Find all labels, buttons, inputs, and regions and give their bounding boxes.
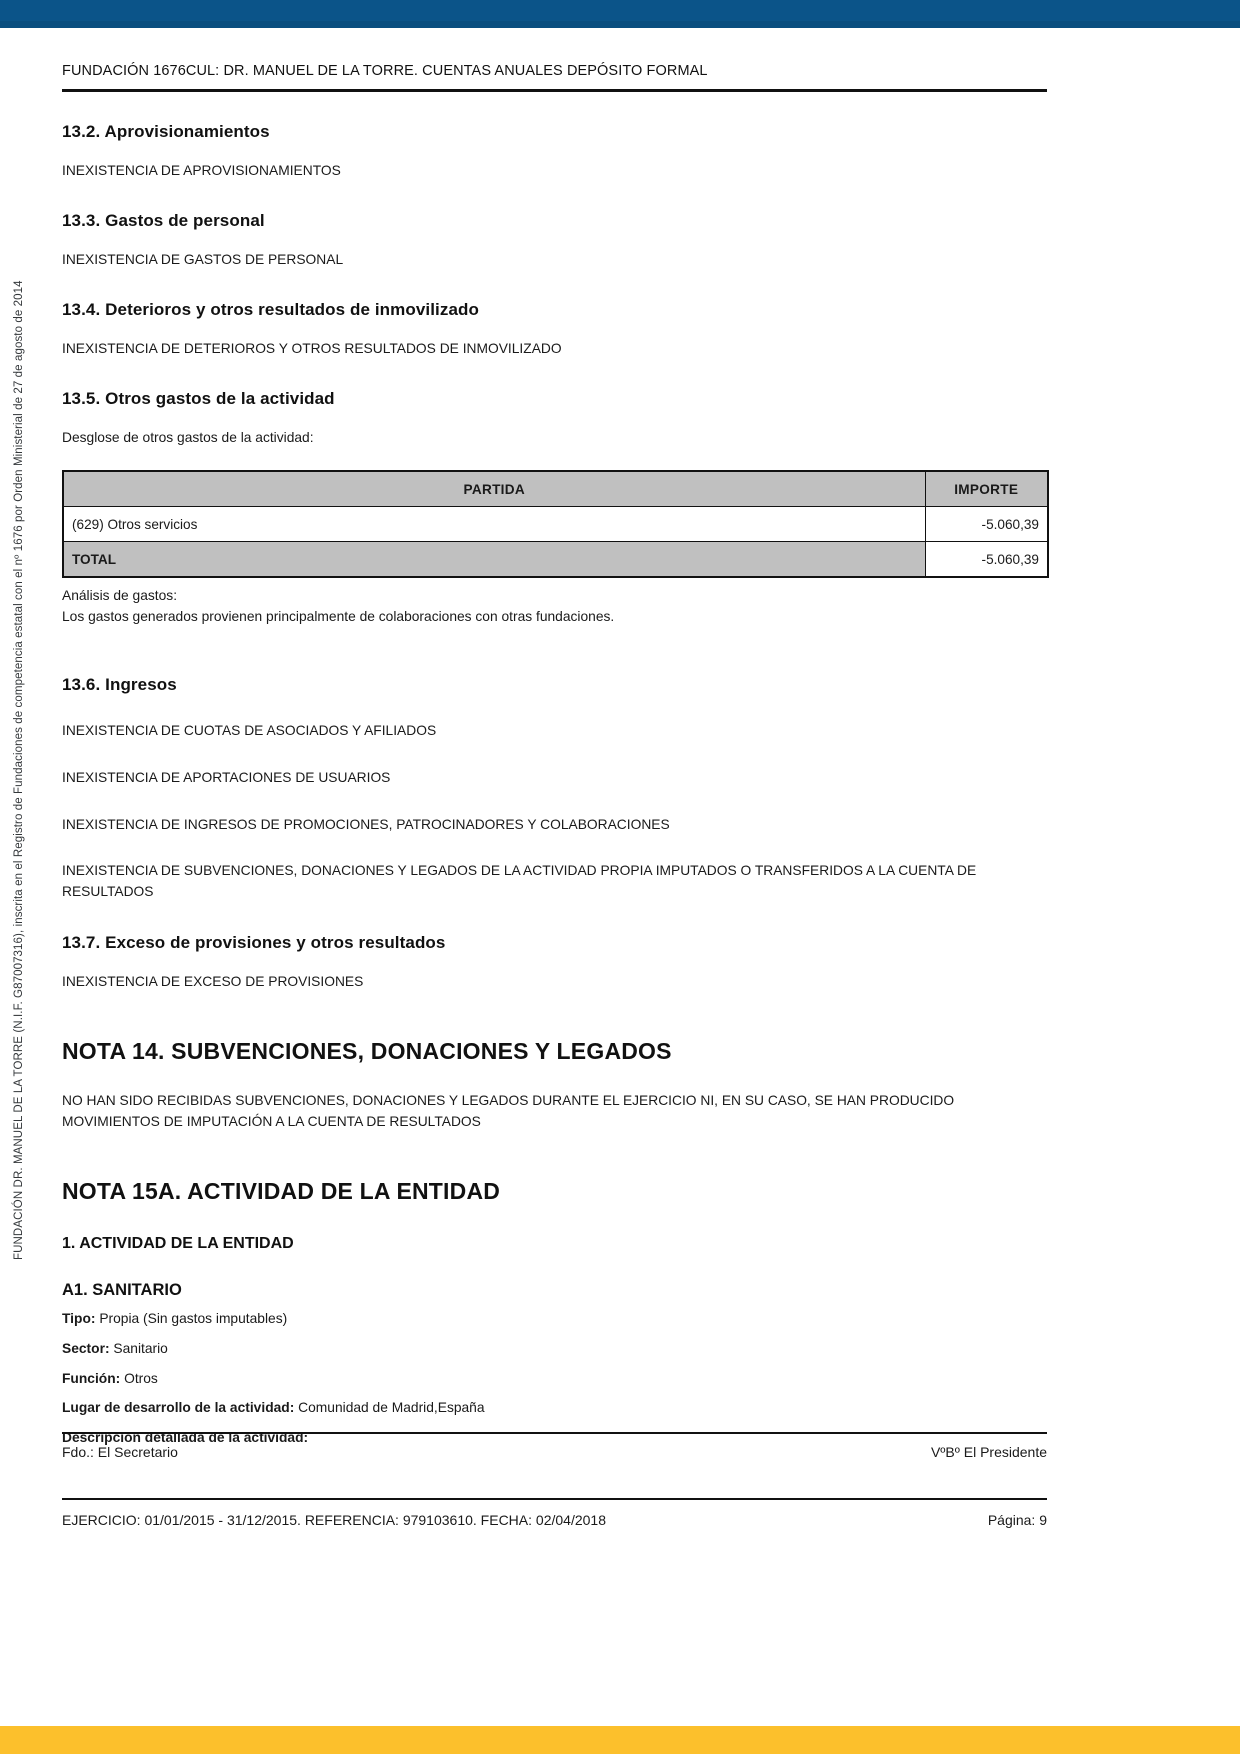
document-header-title: FUNDACIÓN 1676CUL: DR. MANUEL DE LA TORRE. CUENTAS ANUALES DEPÓSITO FORMAL <box>62 63 708 79</box>
section-body-13-6-b: INEXISTENCIA DE APORTACIONES DE USUARIOS <box>62 770 391 786</box>
section-heading-13-4: 13.4. Deterioros y otros resultados de inmovilizado <box>62 300 479 319</box>
section-heading-13-2: 13.2. Aprovisionamientos <box>62 122 270 141</box>
section-intro-13-5: Desglose de otros gastos de la actividad: <box>62 430 314 445</box>
value-lugar: Comunidad de Madrid,España <box>298 1400 485 1416</box>
section-body-13-7: INEXISTENCIA DE EXCESO DE PROVISIONES <box>62 973 364 989</box>
header-rule <box>62 89 1047 92</box>
label-funcion: Función: <box>62 1370 121 1386</box>
label-lugar: Lugar de desarrollo de la actividad: <box>62 1400 295 1416</box>
nota-15a-heading: NOTA 15A. ACTIVIDAD DE LA ENTIDAD <box>62 1178 501 1205</box>
activity-field-lugar <box>62 1398 1047 1419</box>
footer-page-number: Página: 9 <box>987 1512 1047 1528</box>
cell-total-importe: -5.060,39 <box>925 542 1048 578</box>
bottom-gold-band <box>0 1726 1240 1754</box>
nota-14-heading: NOTA 14. SUBVENCIONES, DONACIONES Y LEGADOS <box>62 1037 672 1064</box>
section-heading-13-6: 13.6. Ingresos <box>62 675 177 695</box>
signature-row <box>62 1444 1047 1460</box>
table-total-row <box>63 542 1048 578</box>
footer-rule <box>62 1498 1047 1500</box>
signature-rule <box>62 1432 1047 1434</box>
analysis-label: Análisis de gastos: <box>62 588 178 603</box>
table-header <box>63 471 1048 507</box>
section-body-13-4: INEXISTENCIA DE DETERIOROS Y OTROS RESULTADOS DE INMOVILIZADO <box>62 341 562 356</box>
section-body-13-6-a: INEXISTENCIA DE CUOTAS DE ASOCIADOS Y AFILIADOS <box>62 723 437 739</box>
value-funcion: Otros <box>124 1370 158 1386</box>
label-sector: Sector: <box>62 1340 110 1356</box>
vertical-registry-legend: FUNDACIÓN DR. MANUEL DE LA TORRE (N.I.F. G87007316), inscrita en el Registro de Fundaciones de competencia estatal con el nº 1676 por Orden Ministerial de 27 de agosto de 2014 <box>13 280 25 1260</box>
cell-total-label: TOTAL <box>63 542 925 578</box>
section-heading-13-7: 13.7. Exceso de provisiones y otros resultados <box>62 932 446 952</box>
analysis-text: Los gastos generados provienen principalmente de colaboraciones con otras fundaciones. <box>62 608 615 624</box>
section-heading-13-5: 13.5. Otros gastos de la actividad <box>62 389 335 408</box>
column-header-importe: IMPORTE <box>925 471 1048 507</box>
footer-reference-text: EJERCICIO: 01/01/2015 - 31/12/2015. REFERENCIA: 979103610. FECHA: 02/04/2018 <box>62 1512 606 1528</box>
table-body <box>63 507 1048 578</box>
activity-field-funcion <box>62 1369 1047 1390</box>
table-header-row <box>63 471 1048 507</box>
column-header-partida: PARTIDA <box>63 471 925 507</box>
cell-partida: (629) Otros servicios <box>63 507 925 542</box>
page-footer <box>62 1512 1047 1528</box>
value-sector: Sanitario <box>113 1340 168 1356</box>
activity-title-a1: A1. SANITARIO <box>62 1281 182 1300</box>
section-body-13-6-c: INEXISTENCIA DE INGRESOS DE PROMOCIONES, PATROCINADORES Y COLABORACIONES <box>62 816 670 832</box>
value-tipo: Propia (Sin gastos imputables) <box>99 1311 288 1327</box>
nota-15a-subheading: 1. ACTIVIDAD DE LA ENTIDAD <box>62 1235 294 1253</box>
document-content <box>62 0 1047 1754</box>
label-descripcion: Descripción detallada de la actividad: <box>62 1429 309 1445</box>
signature-president: VºBº El Presidente <box>930 1444 1047 1460</box>
section-heading-13-3: 13.3. Gastos de personal <box>62 211 265 230</box>
section-body-13-6-d: INEXISTENCIA DE SUBVENCIONES, DONACIONES Y LEGADOS DE LA ACTIVIDAD PROPIA IMPUTADOS O TRANSFERIDOS A LA CUENTA DE RESULTADOS <box>62 863 977 900</box>
section-body-13-3: INEXISTENCIA DE GASTOS DE PERSONAL <box>62 252 344 267</box>
cell-importe: -5.060,39 <box>925 507 1048 542</box>
table-row <box>63 507 1048 542</box>
analysis-block <box>62 586 1047 627</box>
activity-field-tipo <box>62 1309 1047 1330</box>
label-tipo: Tipo: <box>62 1311 96 1327</box>
otros-gastos-table <box>62 470 1049 578</box>
nota-14-body: NO HAN SIDO RECIBIDAS SUBVENCIONES, DONACIONES Y LEGADOS DURANTE EL EJERCICIO NI, EN SU CASO, SE HAN PRODUCIDO MOVIMIENTOS DE IMPUTACIÓN A LA CUENTA DE RESULTADOS <box>62 1092 955 1129</box>
activity-field-sector <box>62 1339 1047 1360</box>
section-body-13-2: INEXISTENCIA DE APROVISIONAMIENTOS <box>62 163 341 178</box>
signature-secretary: Fdo.: El Secretario <box>62 1444 178 1460</box>
